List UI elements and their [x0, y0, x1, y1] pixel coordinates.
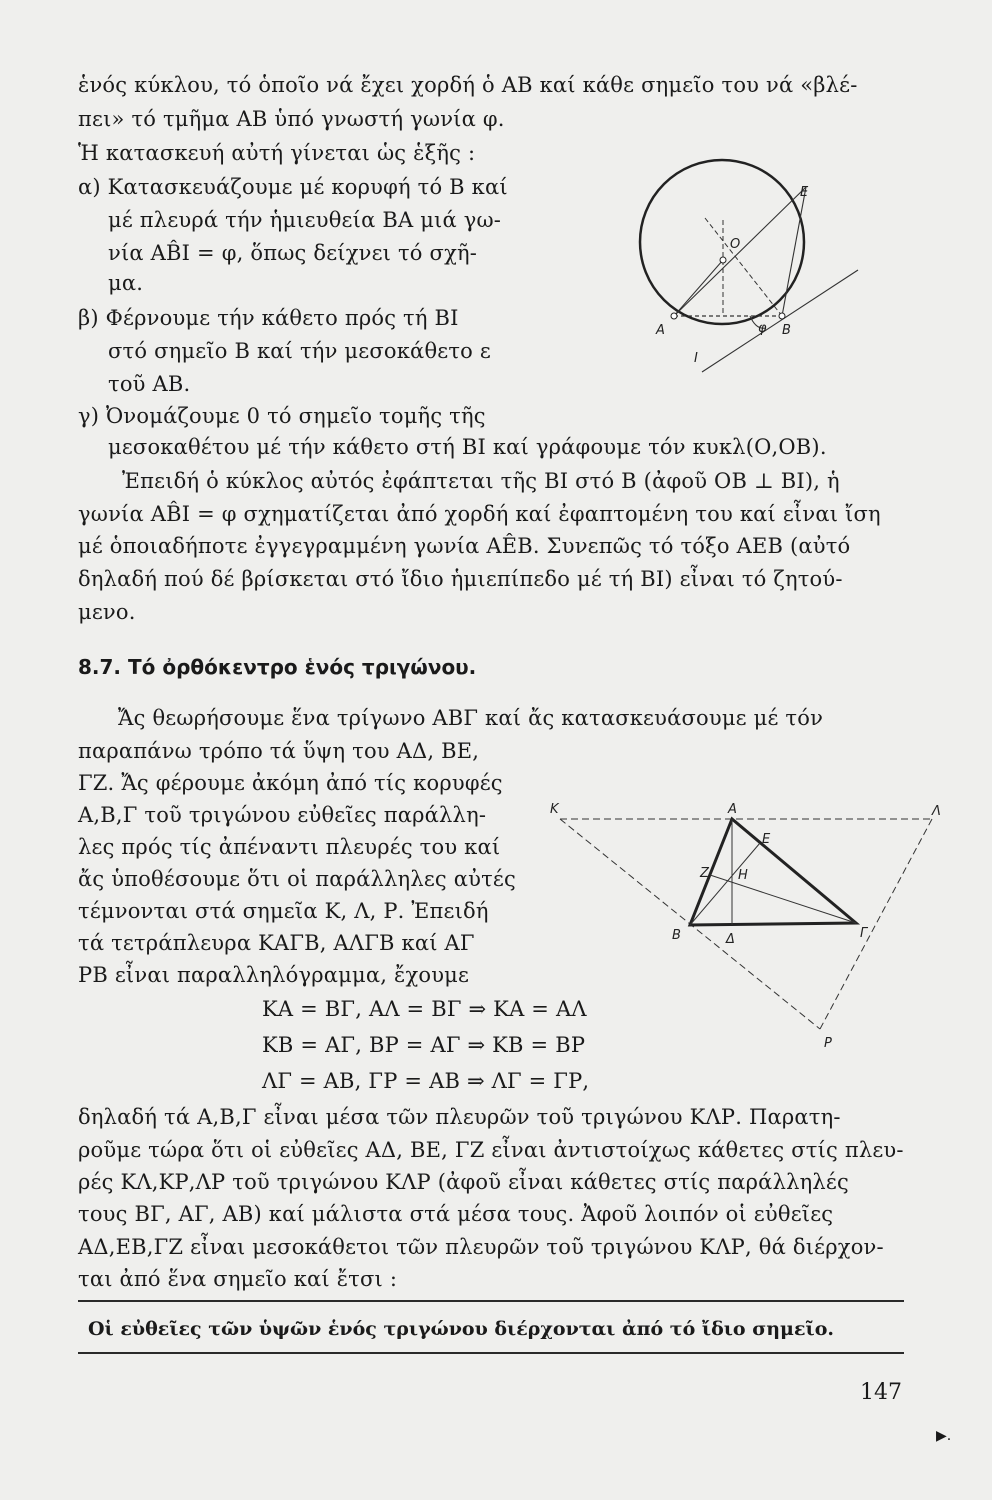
text-line: τέμνονται στά σημεῖα Κ, Λ, Ρ. Ἐπειδή — [78, 899, 489, 923]
label-i: I — [694, 351, 698, 366]
equation-line: ΛΓ = ΑΒ, ΓΡ = ΑΒ ⇒ ΛΓ = ΓΡ, — [262, 1069, 590, 1093]
label-lambda: Λ — [932, 804, 941, 819]
text-line: ΓΖ. Ἄς φέρουμε ἀκόμη ἀπό τίς κορυφές — [78, 771, 503, 795]
theorem-statement: Οἱ εὐθεῖες τῶν ὑψῶν ἑνός τριγώνου διέρχονται ἀπό τό ἴδιο σημεῖο. — [88, 1318, 834, 1340]
figure-orthocenter — [548, 795, 943, 1055]
text-line: α) Κατασκευάζουμε μέ κορυφή τό Β καί — [78, 175, 508, 199]
label-o: O — [730, 237, 741, 252]
equation-line: ΚΒ = ΑΓ, ΒΡ = ΑΓ ⇒ ΚΒ = ΒΡ — [262, 1033, 586, 1057]
label-phi: φ — [758, 321, 767, 336]
point-b — [779, 313, 785, 319]
text-line: μεσοκαθέτου μέ τήν κάθετο στή ΒΙ καί γράφουμε τόν κυκλ(Ο,ΟΒ). — [108, 435, 827, 459]
text-line: β) Φέρνουμε τήν κάθετο πρός τή ΒΙ — [78, 306, 459, 330]
text-line: μέ πλευρά τήν ἡμιευθεία ΒΑ μιά γω- — [108, 208, 502, 232]
text-line: παραπάνω τρόπο τά ὕψη του ΑΔ, ΒΕ, — [78, 739, 480, 763]
label-k: K — [550, 802, 559, 817]
text-line: πει» τό τμῆμα ΑΒ ὑπό γνωστή γωνία φ. — [78, 107, 505, 131]
text-line: δηλαδή πού δέ βρίσκεται στό ἴδιο ἡμιεπίπεδο μέ τή ΒΙ) εἶναι τό ζητού- — [78, 567, 843, 591]
text-line: ἄς ὑποθέσουμε ὅτι οἱ παράλληλες αὐτές — [78, 867, 516, 891]
text-line: στό σημεῖο Β καί τήν μεσοκάθετο ε — [108, 339, 491, 363]
text-line: ροῦμε τώρα ὅτι οἱ εὐθεῖες ΑΔ, ΒΕ, ΓΖ εἶναι ἀντιστοίχως κάθετες στίς πλευ- — [78, 1138, 904, 1162]
text-line: νία ΑB̂Ι = φ, ὅπως δείχνει τό σχῆ- — [108, 241, 478, 265]
text-line: γωνία ΑB̂Ι = φ σχηματίζεται ἀπό χορδή καί ἐφαπτομένη του καί εἶναι ἴση — [78, 502, 881, 526]
text-line: ἑνός κύκλου, τό ὁποῖο νά ἔχει χορδή ὁ ΑΒ καί κάθε σημεῖο του νά «βλέ- — [78, 73, 858, 97]
rule-bottom — [78, 1352, 904, 1354]
label-p: P — [824, 1036, 832, 1051]
text-line: Α,Β,Γ τοῦ τριγώνου εὐθεῖες παράλλη- — [78, 803, 487, 827]
label-gamma: Γ — [860, 926, 868, 941]
text-line: ρές ΚΛ,ΚΡ,ΛΡ τοῦ τριγώνου ΚΛΡ (ἀφοῦ εἶναι κάθετες στίς παράλληλές — [78, 1170, 849, 1194]
text-line: Ἄς θεωρήσουμε ἕνα τρίγωνο ΑΒΓ καί ἄς κατασκευάσουμε μέ τόν — [118, 706, 824, 730]
rule-top — [78, 1300, 904, 1302]
text-line: Ἡ κατασκευή αὐτή γίνεται ὡς ἑξῆς : — [78, 141, 476, 165]
circle-o — [640, 160, 804, 324]
equation-line: ΚΑ = ΒΓ, ΑΛ = ΒΓ ⇒ ΚΑ = ΑΛ — [262, 997, 587, 1021]
label-delta: Δ — [726, 932, 735, 947]
label-z: Z — [700, 866, 709, 881]
triangle-abg — [690, 819, 856, 925]
altitude-be — [690, 843, 760, 925]
corner-mark: ▶. — [936, 1428, 952, 1444]
point-a — [671, 313, 677, 319]
text-line: μα. — [108, 271, 144, 295]
text-line: γ) Ὀνομάζουμε 0 τό σημεῖο τομῆς τῆς — [78, 404, 486, 428]
tangent-bi — [702, 270, 858, 372]
page-number: 147 — [860, 1380, 902, 1405]
text-line: ΡΒ εἶναι παραλληλόγραμμα, ἔχουμε — [78, 963, 470, 987]
text-line: ται ἀπό ἕνα σημεῖο καί ἔτσι : — [78, 1267, 398, 1291]
label-a: A — [728, 802, 737, 817]
label-h: H — [738, 868, 748, 883]
figure-circle-construction — [600, 150, 890, 390]
text-line: λες πρός τίς ἀπέναντι πλευρές του καί — [78, 835, 501, 859]
label-e: E — [762, 832, 771, 847]
text-line: μέ ὁποιαδήποτε ἐγγεγραμμένη γωνία ΑÊΒ. Συνεπῶς τό τόξο ΑEΒ (αὐτό — [78, 534, 851, 558]
text-line: τοῦ ΑΒ. — [108, 372, 191, 396]
section-heading: 8.7. Τό ὀρθόκεντρο ἑνός τριγώνου. — [78, 655, 477, 679]
label-a: A — [656, 323, 665, 338]
line-ao — [674, 260, 723, 316]
text-line: τους ΒΓ, ΑΓ, ΑΒ) καί μάλιστα στά μέσα τους. Ἀφοῦ λοιπόν οἱ εὐθεῖες — [78, 1202, 834, 1226]
text-line: ΑΔ,ΕΒ,ΓΖ εἶναι μεσοκάθετοι τῶν πλευρῶν τοῦ τριγώνου ΚΛΡ, θά διέρχον- — [78, 1235, 884, 1259]
text-line: τά τετράπλευρα ΚΑΓΒ, ΑΛΓΒ καί ΑΓ — [78, 931, 475, 955]
text-line: μενο. — [78, 600, 136, 624]
label-b: B — [672, 928, 681, 943]
point-o — [720, 257, 726, 263]
text-line: δηλαδή τά Α,Β,Γ εἶναι μέσα τῶν πλευρῶν τοῦ τριγώνου ΚΛΡ. Παρατη- — [78, 1105, 841, 1129]
label-b: B — [782, 323, 791, 338]
text-line: Ἐπειδή ὁ κύκλος αὐτός ἐφάπτεται τῆς ΒΙ στό Β (ἀφοῦ ΟΒ ⊥ ΒΙ), ἡ — [122, 469, 840, 493]
label-e: E — [800, 185, 809, 200]
